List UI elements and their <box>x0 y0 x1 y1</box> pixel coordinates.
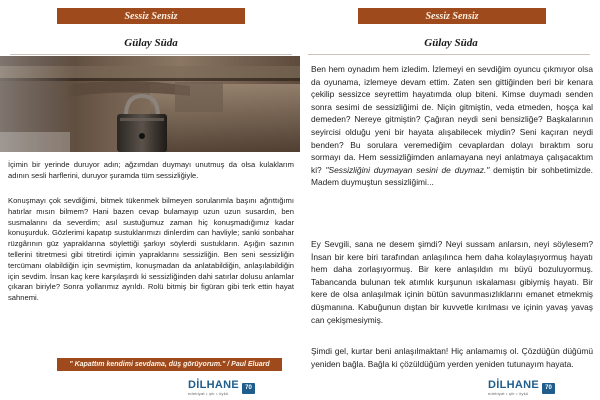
issue-badge: 70 <box>542 383 555 394</box>
page-header: Sessiz Sensiz <box>57 8 245 24</box>
body-paragraph: Konuşmayı çok sevdiğimi, bitmek tükenmek bilmeyen sorularımla başını ağrıttığımı hatırlar mısın bilmem? Hani bazen cevap bulamayıp uzun uzun susardın, ben susmalarını da severdim; asıl sustuğumuz zaman hiç konuşmadığımız kadar konuşurduk. Gözlerimi kapatıp sustuklarımızı dinlerdim can havliyle; sanki sonbahar rüzgârının güz yapraklarına söylettiği şarkıyı söylerdi sustukların. Aşığın sazının tellerini titretmesi gibi titretirdi içimin yapraklarını sessizliğin. Ben seni sessizliğin tercümanı olabildiğin için sevmiştim, konuşmadan da anlatabildiğin, anlaşılabildiğin için sevdim. İnsan kaç kere karşılaşırdı ki sessizliğinden dahi satırlar dolusu anlamlar çıkaran biriyle? Sonra yollarımız ayrıldı. Rolü bitmiş bir figüran gibi terk ettin hayat sahnemi. <box>8 196 294 303</box>
logo-subtitle: edebiyat • şiir • öykü <box>488 391 529 396</box>
logo-name: DİLHANE <box>488 379 539 391</box>
logo-name: DİLHANE <box>188 379 239 391</box>
paragraph-text: demiştin bir sohbetimizde. Madem duymuştun sessizliğimi... <box>311 164 593 188</box>
padlock-illustration <box>0 56 300 152</box>
author-name: Gülay Süda <box>124 37 178 49</box>
intro-paragraph: İçimin bir yerinde duruyor adın; ağzımdan duymayı unutmuş da olsa kulaklarım adının sesli harflerini, duruyor şuramda tüm sessizliğiyle. <box>8 160 294 180</box>
page-header: Sessiz Sensiz <box>358 8 546 24</box>
quote-banner: " Kapattım kendimi sevdama, düş görüyorum." / Paul Eluard <box>57 358 282 371</box>
publisher-logo <box>488 380 555 396</box>
right-page <box>300 0 600 400</box>
divider <box>308 54 590 55</box>
padlock-photo <box>0 56 300 152</box>
body-paragraph-1 <box>311 63 593 189</box>
body-paragraph-3: Şimdi gel, kurtar beni anlaşılmaktan! Hiç anlamamış ol. Çözdüğün düğümü yeniden bağla. Bağla ki çözüldüğüm yerden yeniden tutunayım hayata. <box>311 346 593 369</box>
author-name: Gülay Süda <box>424 37 478 49</box>
divider <box>10 54 292 55</box>
body-paragraph-2: Ey Sevgili, sana ne desem şimdi? Neyi sussam anlarsın, neyi söylesem? İnsan bir kere biri tarafından anlaşılınca hem daha kolaylaşıyormuş hayatı hem daha zorlaşıyormuş. Bir kere anlaşıldın mı büyü bozuluyormuş. Tabancanda bulunan tek atımlık kurşunun ıskalaması gibiymiş hayatı. Bir kere de olsa anlaşılmak içinin bütün savunmasızlıklarını emanet etmekmiş düşmanına. Kabuğunun dıştan bir kuvvetle kırılması ve içinin yavaş yavaş can çekişmesiymiş. <box>311 239 593 325</box>
publisher-logo <box>188 380 255 396</box>
logo-subtitle: edebiyat • şiir • öykü <box>188 391 229 396</box>
italic-quote: "Sessizliğini duymayan sesini de duymaz." <box>325 164 490 175</box>
paragraph-text: Ben hem oynadım hem izledim. İzlemeyi en sevdiğim oyuncu çıkmıyor olsa da oyunama, izlemeye devam ettim. Zaten sen gittiğinden beri bir kenara çekilip sessizce seyrettim hayatımda olup biteni. Kimse duymadı senden sonra sesimi de sessizliğimi de. Niçin gitmiştin, veda etmeden, hoşça kal demeden? Nereye gitmiştin? Çağıran neydi seni bensizliğe? Başkalarının seyircisi olduğu yeni bir hayata alışabilecek miydin? Seni kaçıran neydi benden? Bu sorulara veremediğim cevaplardan dolayı bıraktım soru sormayı da. Hem sessizliğimden anlamayana neyi anlatmaya çalışacaktım ki? <box>311 64 593 175</box>
issue-badge: 70 <box>242 383 255 394</box>
